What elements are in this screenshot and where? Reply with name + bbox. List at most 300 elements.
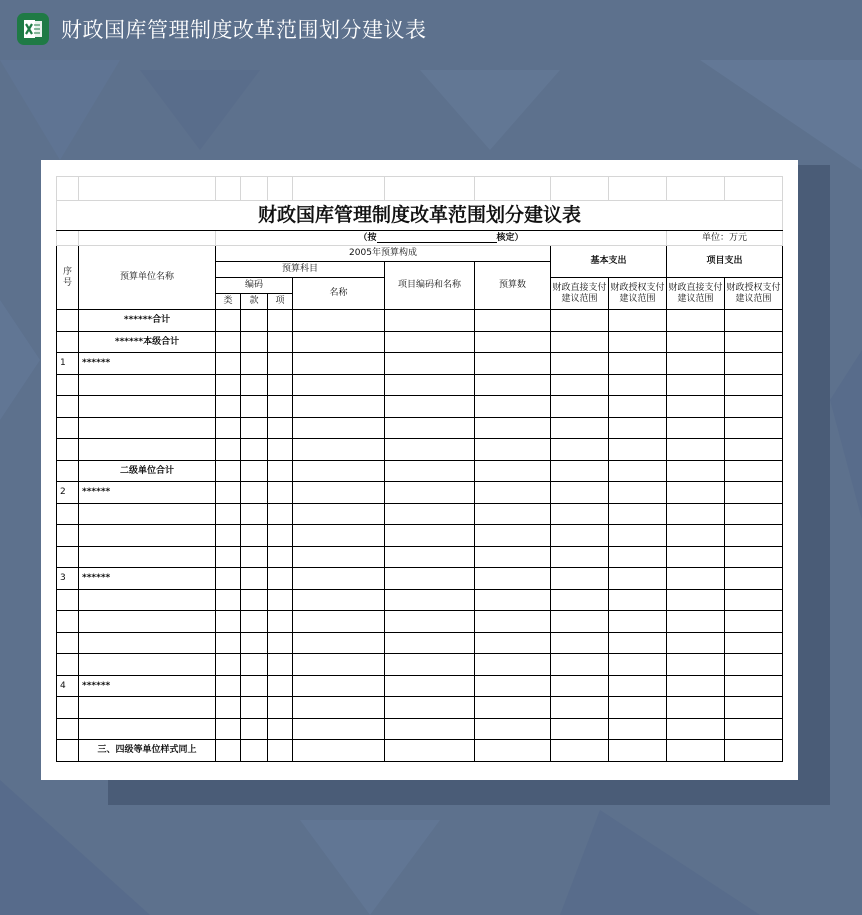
- row-cell: [216, 374, 241, 396]
- row-cell: [241, 331, 268, 353]
- row-seq: [57, 417, 79, 439]
- row-cell: [293, 589, 385, 611]
- row-cell: [385, 568, 475, 590]
- row-unit-name: ******: [79, 675, 216, 697]
- row-cell: [551, 697, 609, 719]
- header-budget-2005: 2005年预算构成: [216, 246, 551, 262]
- header-budget-amount: 预算数: [475, 262, 551, 310]
- row-cell: [475, 482, 551, 504]
- row-cell: [293, 482, 385, 504]
- row-cell: [216, 697, 241, 719]
- row-cell: [551, 654, 609, 676]
- row-cell: [667, 611, 725, 633]
- row-cell: [293, 632, 385, 654]
- row-cell: [609, 525, 667, 547]
- row-cell: [385, 611, 475, 633]
- row-cell: [475, 546, 551, 568]
- row-cell: [293, 353, 385, 375]
- row-cell: [241, 568, 268, 590]
- row-cell: [725, 718, 783, 740]
- row-cell: [609, 439, 667, 461]
- table-row: [57, 482, 783, 504]
- row-cell: [667, 503, 725, 525]
- table-row: [57, 310, 783, 332]
- row-cell: [609, 675, 667, 697]
- row-cell: [241, 675, 268, 697]
- table-row: [57, 675, 783, 697]
- row-cell: [609, 482, 667, 504]
- row-cell: [609, 310, 667, 332]
- subtitle-row: [57, 231, 783, 246]
- row-cell: [475, 697, 551, 719]
- form-table: [56, 176, 783, 762]
- header-auth-pay-1: 财政授权支付 建议范围: [609, 278, 667, 310]
- row-cell: [268, 396, 293, 418]
- row-cell: [475, 503, 551, 525]
- row-seq: 3: [57, 568, 79, 590]
- row-cell: [268, 503, 293, 525]
- row-unit-name: 二级单位合计: [79, 460, 216, 482]
- row-cell: [667, 740, 725, 762]
- row-cell: [216, 460, 241, 482]
- row-cell: [609, 718, 667, 740]
- row-unit-name: ******: [79, 353, 216, 375]
- row-cell: [268, 417, 293, 439]
- table-row: [57, 589, 783, 611]
- header-project-code: 项目编码和名称: [385, 262, 475, 310]
- row-cell: [385, 460, 475, 482]
- row-cell: [241, 374, 268, 396]
- row-cell: [667, 697, 725, 719]
- row-cell: [216, 396, 241, 418]
- row-cell: [268, 718, 293, 740]
- window-title: 财政国库管理制度改革范围划分建议表: [61, 18, 427, 42]
- row-cell: [241, 310, 268, 332]
- row-cell: [475, 396, 551, 418]
- row-seq: [57, 396, 79, 418]
- row-cell: [609, 632, 667, 654]
- header-auth-pay-2: 财政授权支付 建议范围: [725, 278, 783, 310]
- row-cell: [725, 503, 783, 525]
- row-cell: [551, 568, 609, 590]
- row-cell: [551, 632, 609, 654]
- row-cell: [241, 439, 268, 461]
- header-name: 名称: [293, 278, 385, 310]
- row-cell: [268, 460, 293, 482]
- row-cell: [293, 503, 385, 525]
- sheet-title: 财政国库管理制度改革范围划分建议表: [57, 201, 783, 231]
- row-cell: [268, 374, 293, 396]
- row-seq: [57, 310, 79, 332]
- row-unit-name: [79, 589, 216, 611]
- row-cell: [725, 589, 783, 611]
- row-cell: [609, 654, 667, 676]
- table-row: [57, 611, 783, 633]
- row-cell: [385, 525, 475, 547]
- row-cell: [551, 310, 609, 332]
- row-cell: [475, 439, 551, 461]
- row-cell: [216, 503, 241, 525]
- row-cell: [241, 417, 268, 439]
- row-cell: [475, 675, 551, 697]
- row-unit-name: [79, 718, 216, 740]
- row-cell: [241, 546, 268, 568]
- table-row: [57, 439, 783, 461]
- row-cell: [268, 525, 293, 547]
- row-cell: [609, 417, 667, 439]
- row-cell: [268, 353, 293, 375]
- row-cell: [268, 439, 293, 461]
- row-seq: [57, 439, 79, 461]
- row-cell: [241, 718, 268, 740]
- header-direct-pay-1: 财政直接支付 建议范围: [551, 278, 609, 310]
- row-cell: [293, 310, 385, 332]
- row-unit-name: [79, 417, 216, 439]
- row-seq: [57, 460, 79, 482]
- row-cell: [609, 740, 667, 762]
- row-cell: [216, 482, 241, 504]
- row-unit-name: [79, 503, 216, 525]
- header-xiang: 项: [268, 294, 293, 310]
- row-cell: [241, 525, 268, 547]
- header-seq-text: 序 号: [62, 267, 72, 288]
- title-row: [57, 201, 783, 231]
- row-seq: [57, 525, 79, 547]
- table-row: [57, 353, 783, 375]
- row-cell: [216, 310, 241, 332]
- row-cell: [725, 740, 783, 762]
- row-cell: [293, 417, 385, 439]
- row-cell: [551, 740, 609, 762]
- row-cell: [725, 632, 783, 654]
- row-unit-name: [79, 439, 216, 461]
- header-project-expense: 项目支出: [667, 246, 783, 278]
- row-cell: [609, 697, 667, 719]
- row-cell: [385, 374, 475, 396]
- row-cell: [293, 568, 385, 590]
- row-cell: [609, 611, 667, 633]
- row-cell: [475, 525, 551, 547]
- table-row: [57, 417, 783, 439]
- row-cell: [725, 611, 783, 633]
- row-cell: [241, 460, 268, 482]
- header-seq: [57, 246, 79, 310]
- row-cell: [551, 718, 609, 740]
- row-cell: [667, 439, 725, 461]
- row-cell: [216, 525, 241, 547]
- table-row: [57, 632, 783, 654]
- row-cell: [667, 654, 725, 676]
- header-budget-subject: 预算科目: [216, 262, 385, 278]
- row-cell: [241, 482, 268, 504]
- row-cell: [241, 353, 268, 375]
- row-cell: [725, 396, 783, 418]
- table-row: [57, 525, 783, 547]
- row-cell: [551, 503, 609, 525]
- row-seq: [57, 374, 79, 396]
- row-cell: [293, 525, 385, 547]
- header-code: 编码: [216, 278, 293, 294]
- row-cell: [551, 611, 609, 633]
- row-cell: [667, 568, 725, 590]
- row-seq: [57, 546, 79, 568]
- row-seq: [57, 632, 79, 654]
- row-cell: [551, 417, 609, 439]
- row-cell: [475, 740, 551, 762]
- row-cell: [667, 460, 725, 482]
- row-cell: [667, 546, 725, 568]
- row-cell: [216, 654, 241, 676]
- row-cell: [268, 697, 293, 719]
- row-cell: [293, 654, 385, 676]
- row-cell: [667, 417, 725, 439]
- row-cell: [293, 718, 385, 740]
- row-cell: [667, 310, 725, 332]
- row-cell: [293, 460, 385, 482]
- row-cell: [216, 353, 241, 375]
- row-unit-name: [79, 632, 216, 654]
- header-lei: 类: [216, 294, 241, 310]
- row-cell: [385, 740, 475, 762]
- row-seq: 4: [57, 675, 79, 697]
- row-cell: [241, 632, 268, 654]
- row-cell: [667, 396, 725, 418]
- row-cell: [293, 396, 385, 418]
- row-seq: [57, 718, 79, 740]
- row-unit-name: ******: [79, 482, 216, 504]
- row-cell: [268, 568, 293, 590]
- row-cell: [609, 589, 667, 611]
- row-unit-name: ******本级合计: [79, 331, 216, 353]
- table-row: [57, 740, 783, 762]
- row-cell: [385, 675, 475, 697]
- row-cell: [551, 525, 609, 547]
- row-cell: [609, 353, 667, 375]
- row-cell: [551, 460, 609, 482]
- row-cell: [293, 374, 385, 396]
- row-cell: [216, 675, 241, 697]
- subtitle-suffix: 核定）: [496, 232, 524, 243]
- row-cell: [475, 589, 551, 611]
- row-cell: [475, 568, 551, 590]
- row-cell: [268, 310, 293, 332]
- header-row-1: [57, 246, 783, 262]
- row-cell: [475, 611, 551, 633]
- row-seq: [57, 589, 79, 611]
- row-cell: [216, 439, 241, 461]
- row-seq: [57, 331, 79, 353]
- row-seq: [57, 611, 79, 633]
- row-cell: [609, 374, 667, 396]
- row-cell: [551, 396, 609, 418]
- row-cell: [241, 654, 268, 676]
- row-unit-name: [79, 546, 216, 568]
- table-row: [57, 503, 783, 525]
- row-cell: [268, 632, 293, 654]
- row-unit-name: [79, 654, 216, 676]
- row-cell: [241, 396, 268, 418]
- blank-top-row: [57, 177, 783, 201]
- row-cell: [475, 417, 551, 439]
- title-bar: [0, 0, 862, 58]
- row-cell: [667, 374, 725, 396]
- row-cell: [475, 374, 551, 396]
- row-seq: [57, 697, 79, 719]
- row-cell: [725, 417, 783, 439]
- row-cell: [385, 417, 475, 439]
- excel-icon: [17, 13, 49, 45]
- row-cell: [475, 718, 551, 740]
- row-cell: [725, 654, 783, 676]
- header-direct-pay-2: 财政直接支付 建议范围: [667, 278, 725, 310]
- row-cell: [385, 353, 475, 375]
- row-cell: [475, 331, 551, 353]
- row-seq: 1: [57, 353, 79, 375]
- row-cell: [268, 589, 293, 611]
- row-unit-name: ******合计: [79, 310, 216, 332]
- row-cell: [241, 740, 268, 762]
- header-basic-expense: 基本支出: [551, 246, 667, 278]
- row-cell: [667, 525, 725, 547]
- row-unit-name: [79, 396, 216, 418]
- table-row: [57, 697, 783, 719]
- header-kuan: 款: [241, 294, 268, 310]
- row-cell: [293, 439, 385, 461]
- row-cell: [475, 460, 551, 482]
- row-cell: [385, 718, 475, 740]
- row-cell: [268, 331, 293, 353]
- row-cell: [216, 417, 241, 439]
- row-cell: [241, 697, 268, 719]
- row-cell: [385, 439, 475, 461]
- row-seq: 2: [57, 482, 79, 504]
- row-cell: [241, 503, 268, 525]
- row-cell: [293, 331, 385, 353]
- row-cell: [551, 439, 609, 461]
- row-cell: [385, 396, 475, 418]
- row-cell: [725, 460, 783, 482]
- row-unit-name: ******: [79, 568, 216, 590]
- row-unit-name: 三、四级等单位样式同上: [79, 740, 216, 762]
- subtitle-blank: [377, 233, 497, 243]
- row-cell: [216, 568, 241, 590]
- subtitle-prefix: （按: [358, 232, 377, 243]
- row-cell: [385, 503, 475, 525]
- row-cell: [667, 331, 725, 353]
- row-cell: [475, 310, 551, 332]
- row-cell: [551, 353, 609, 375]
- table-row: [57, 568, 783, 590]
- row-cell: [216, 546, 241, 568]
- row-cell: [241, 611, 268, 633]
- row-cell: [385, 331, 475, 353]
- row-cell: [725, 353, 783, 375]
- row-cell: [725, 331, 783, 353]
- row-cell: [216, 611, 241, 633]
- row-cell: [475, 654, 551, 676]
- row-cell: [725, 697, 783, 719]
- row-cell: [216, 331, 241, 353]
- row-cell: [216, 718, 241, 740]
- row-cell: [268, 654, 293, 676]
- row-cell: [216, 740, 241, 762]
- row-cell: [293, 740, 385, 762]
- row-cell: [725, 439, 783, 461]
- row-cell: [293, 697, 385, 719]
- row-cell: [475, 632, 551, 654]
- row-cell: [551, 374, 609, 396]
- row-unit-name: [79, 525, 216, 547]
- row-cell: [475, 353, 551, 375]
- row-cell: [667, 718, 725, 740]
- row-cell: [293, 675, 385, 697]
- row-cell: [725, 568, 783, 590]
- row-cell: [293, 546, 385, 568]
- row-cell: [385, 310, 475, 332]
- row-cell: [609, 546, 667, 568]
- row-cell: [268, 546, 293, 568]
- row-unit-name: [79, 611, 216, 633]
- row-cell: [385, 589, 475, 611]
- row-cell: [551, 331, 609, 353]
- row-cell: [385, 632, 475, 654]
- table-row: [57, 654, 783, 676]
- row-cell: [293, 611, 385, 633]
- row-cell: [609, 460, 667, 482]
- row-cell: [725, 546, 783, 568]
- row-cell: [268, 482, 293, 504]
- subtitle: [216, 231, 667, 246]
- row-cell: [216, 589, 241, 611]
- row-cell: [216, 632, 241, 654]
- row-cell: [385, 654, 475, 676]
- row-cell: [609, 331, 667, 353]
- row-cell: [667, 589, 725, 611]
- table-row: [57, 396, 783, 418]
- row-cell: [609, 568, 667, 590]
- row-cell: [385, 697, 475, 719]
- unit-label: 单位：万元: [667, 231, 783, 246]
- row-cell: [667, 632, 725, 654]
- row-cell: [268, 675, 293, 697]
- row-cell: [551, 589, 609, 611]
- row-cell: [385, 546, 475, 568]
- row-cell: [725, 525, 783, 547]
- table-row: [57, 331, 783, 353]
- row-cell: [268, 740, 293, 762]
- row-cell: [725, 374, 783, 396]
- header-unit-name: 预算单位名称: [79, 246, 216, 310]
- row-cell: [725, 310, 783, 332]
- row-cell: [725, 675, 783, 697]
- row-cell: [241, 589, 268, 611]
- table-row: [57, 718, 783, 740]
- row-cell: [385, 482, 475, 504]
- spreadsheet-preview: [41, 160, 798, 780]
- row-unit-name: [79, 374, 216, 396]
- row-cell: [667, 675, 725, 697]
- row-cell: [551, 675, 609, 697]
- row-seq: [57, 654, 79, 676]
- table-row: [57, 546, 783, 568]
- row-cell: [725, 482, 783, 504]
- row-cell: [609, 396, 667, 418]
- row-seq: [57, 740, 79, 762]
- table-row: [57, 460, 783, 482]
- row-cell: [268, 611, 293, 633]
- row-cell: [667, 482, 725, 504]
- row-cell: [609, 503, 667, 525]
